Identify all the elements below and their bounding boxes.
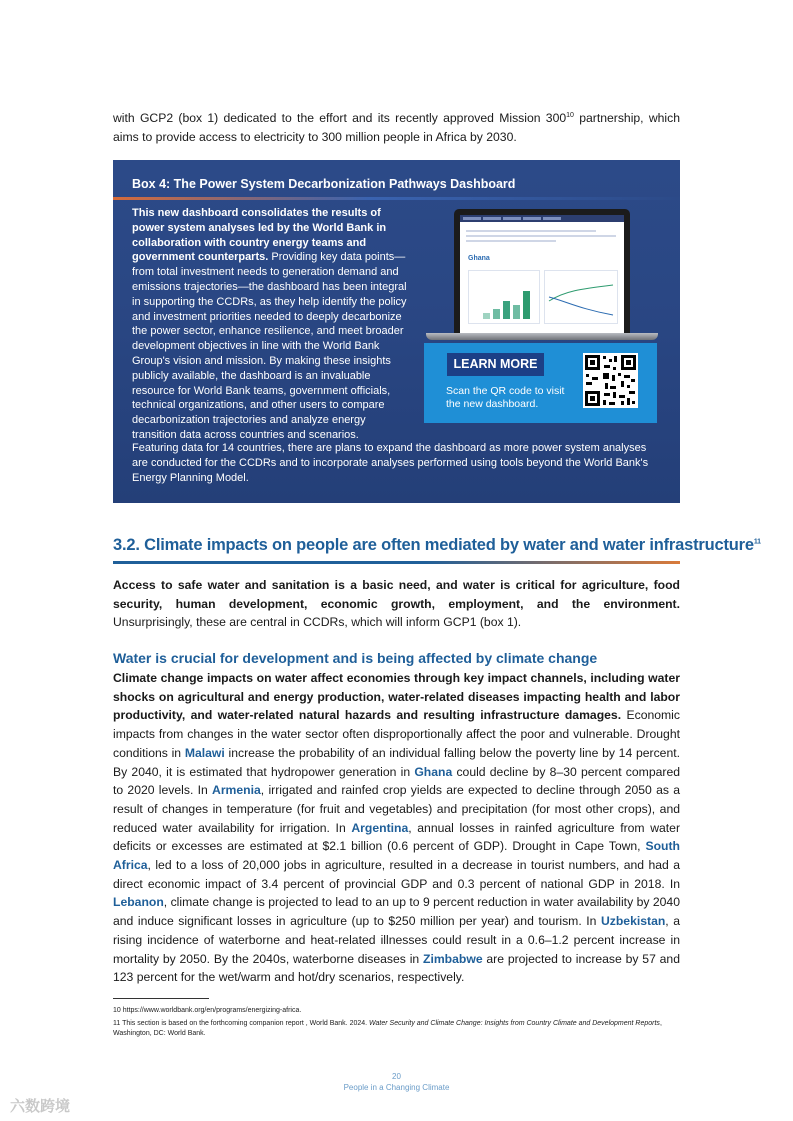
laptop-base xyxy=(426,333,658,340)
learn-more-panel xyxy=(424,343,657,423)
dashboard-line-chart xyxy=(544,270,618,324)
intro-paragraph: with GCP2 (box 1) dedicated to the effort and its recently approved Mission $300^{10}$ partnership, which aims to provide access to electricity to 300 million people in Africa by 2030. xyxy=(113,111,681,144)
section-heading: 3.2. Climate impacts on people are often mediated by water and water infrastructure$^{11}$ xyxy=(113,536,761,554)
qr-code-icon[interactable] xyxy=(583,353,638,408)
footnote-rule xyxy=(113,998,209,999)
footnote-ref-11[interactable]: 11 xyxy=(753,538,761,546)
section-heading-rule xyxy=(113,561,680,564)
box-4-dashboard xyxy=(113,160,680,503)
scan-qr-text: Scan the QR code to visit the new dashboard. xyxy=(446,385,565,410)
body-paragraph: Climate change impacts on water affect economies through key impact channels, including water shocks on agricultural and energy production, water-related diseases impacting health and labor productivity, and water-related natural hazards and resulting infrastructure damages. Economic impacts from changes in the water sector often disproportionally affect the poor and vulnerable. Drought conditions in Malawi increase the probability of an individual falling below the poverty line by 14 percent. By 2040, it is estimated that hydropower generation in Ghana could decline by 8–30 percent compared to 2020 levels. In Armenia, irrigated and rainfed crop yields are expected to decline through 2050 as a result of changes in temperature (for fruit and vegetables) and precipitation (for most other crops), and reduced water availability for irrigation. In Argentina, annual losses in rainfed agriculture from water deficits or excesses are estimated at $2.1 billion (0.6 percent of GDP). Drought in Cape Town, South Africa, led to a loss of 20,000 jobs in agriculture, resulted in a decrease in tourist numbers, and had a direct economic impact of 3.4 percent of provincial GDP and 0.3 percent of national GDP in 2018. In Lebanon, climate change is projected to lead to an up to 9 percent reduction in water availability by 2040 and induce significant losses in agriculture (up to $250 million per year) and tourism. In Uzbekistan, a rising incidence of waterborne and heat-related illnesses could result in a 0.6–1.2 percent increase in mortality by 2050. By the 2040s, waterborne diseases in Zimbabwe are projected to increase by 57 and 123 percent for the wet/warm and hot/dry scenarios, respectively. xyxy=(113,671,681,985)
country-malawi: Malawi xyxy=(184,745,225,760)
dashboard-country-label: Ghana xyxy=(468,255,490,262)
box-body-text: This new dashboard consolidates the results of power system analyses led by the World Bank in collaboration with country energy teams and government counterparts. Providing key data points—from total investment needs to generation demand and emissions trajectories—the dashboard has been integral in supporting the CCDRs, as they help identify the policy and investment priorities needed to deeply decarbonize the power sector, enhance resilience, and meet broader development objectives in line with the World Bank Group's vision and mission. By making these insights publicly available, the dashboard is an invaluable resource for World Bank teams, government officials, technical organizations, and other users to compare decarbonization trajectories and analyze energy transition data across countries and scenarios. xyxy=(132,207,407,441)
box-title: Box 4: The Power System Decarbonization Pathways Dashboard xyxy=(132,177,516,191)
footnote-ref-10[interactable]: 10 xyxy=(566,111,574,119)
subheading: Water is crucial for development and is being affected by climate change xyxy=(113,650,598,666)
dashboard-screenshot xyxy=(460,215,624,333)
footnote-11: 11 This section is based on the forthcoming companion report , World Bank. 2024. Water Security and Climate Change: Insights from Country Climate and Development Reports, Washington, DC: World Bank. xyxy=(113,1020,662,1037)
footnote-10[interactable]: 10 https://www.worldbank.org/en/programs/energizing-africa. xyxy=(113,1007,302,1014)
page-number: 20 xyxy=(392,1072,401,1081)
country-uzbekistan: Uzbekistan xyxy=(600,914,666,929)
section-lead-paragraph: Access to safe water and sanitation is a basic need, and water is critical for agriculture, food security, human development, economic growth, employment, and the environment. Unsurprisingly, these are central in CCDRs, which will inform GCP1 (box 1). xyxy=(113,578,680,630)
dashboard-bar-chart xyxy=(468,270,540,324)
laptop-image xyxy=(454,209,630,333)
country-armenia: Armenia xyxy=(212,783,261,798)
box-body-text-continued: Featuring data for 14 countries, there are plans to expand the dashboard as more power system analyses are conducted for the CCDRs and to incorporate analyses performed using tools beyond the World Bank's Energy Planning Model. xyxy=(132,442,649,484)
page-caption: People in a Changing Climate xyxy=(343,1083,450,1092)
learn-more-button[interactable]: LEARN MORE xyxy=(447,353,544,376)
country-zimbabwe: Zimbabwe xyxy=(423,951,483,966)
country-ghana: Ghana xyxy=(414,764,453,779)
country-south-africa: South Africa xyxy=(113,839,680,873)
country-lebanon: Lebanon xyxy=(113,895,164,910)
box-title-rule xyxy=(113,197,680,200)
watermark-logo: 六数跨境 xyxy=(10,1098,71,1115)
country-argentina: Argentina xyxy=(351,820,409,835)
